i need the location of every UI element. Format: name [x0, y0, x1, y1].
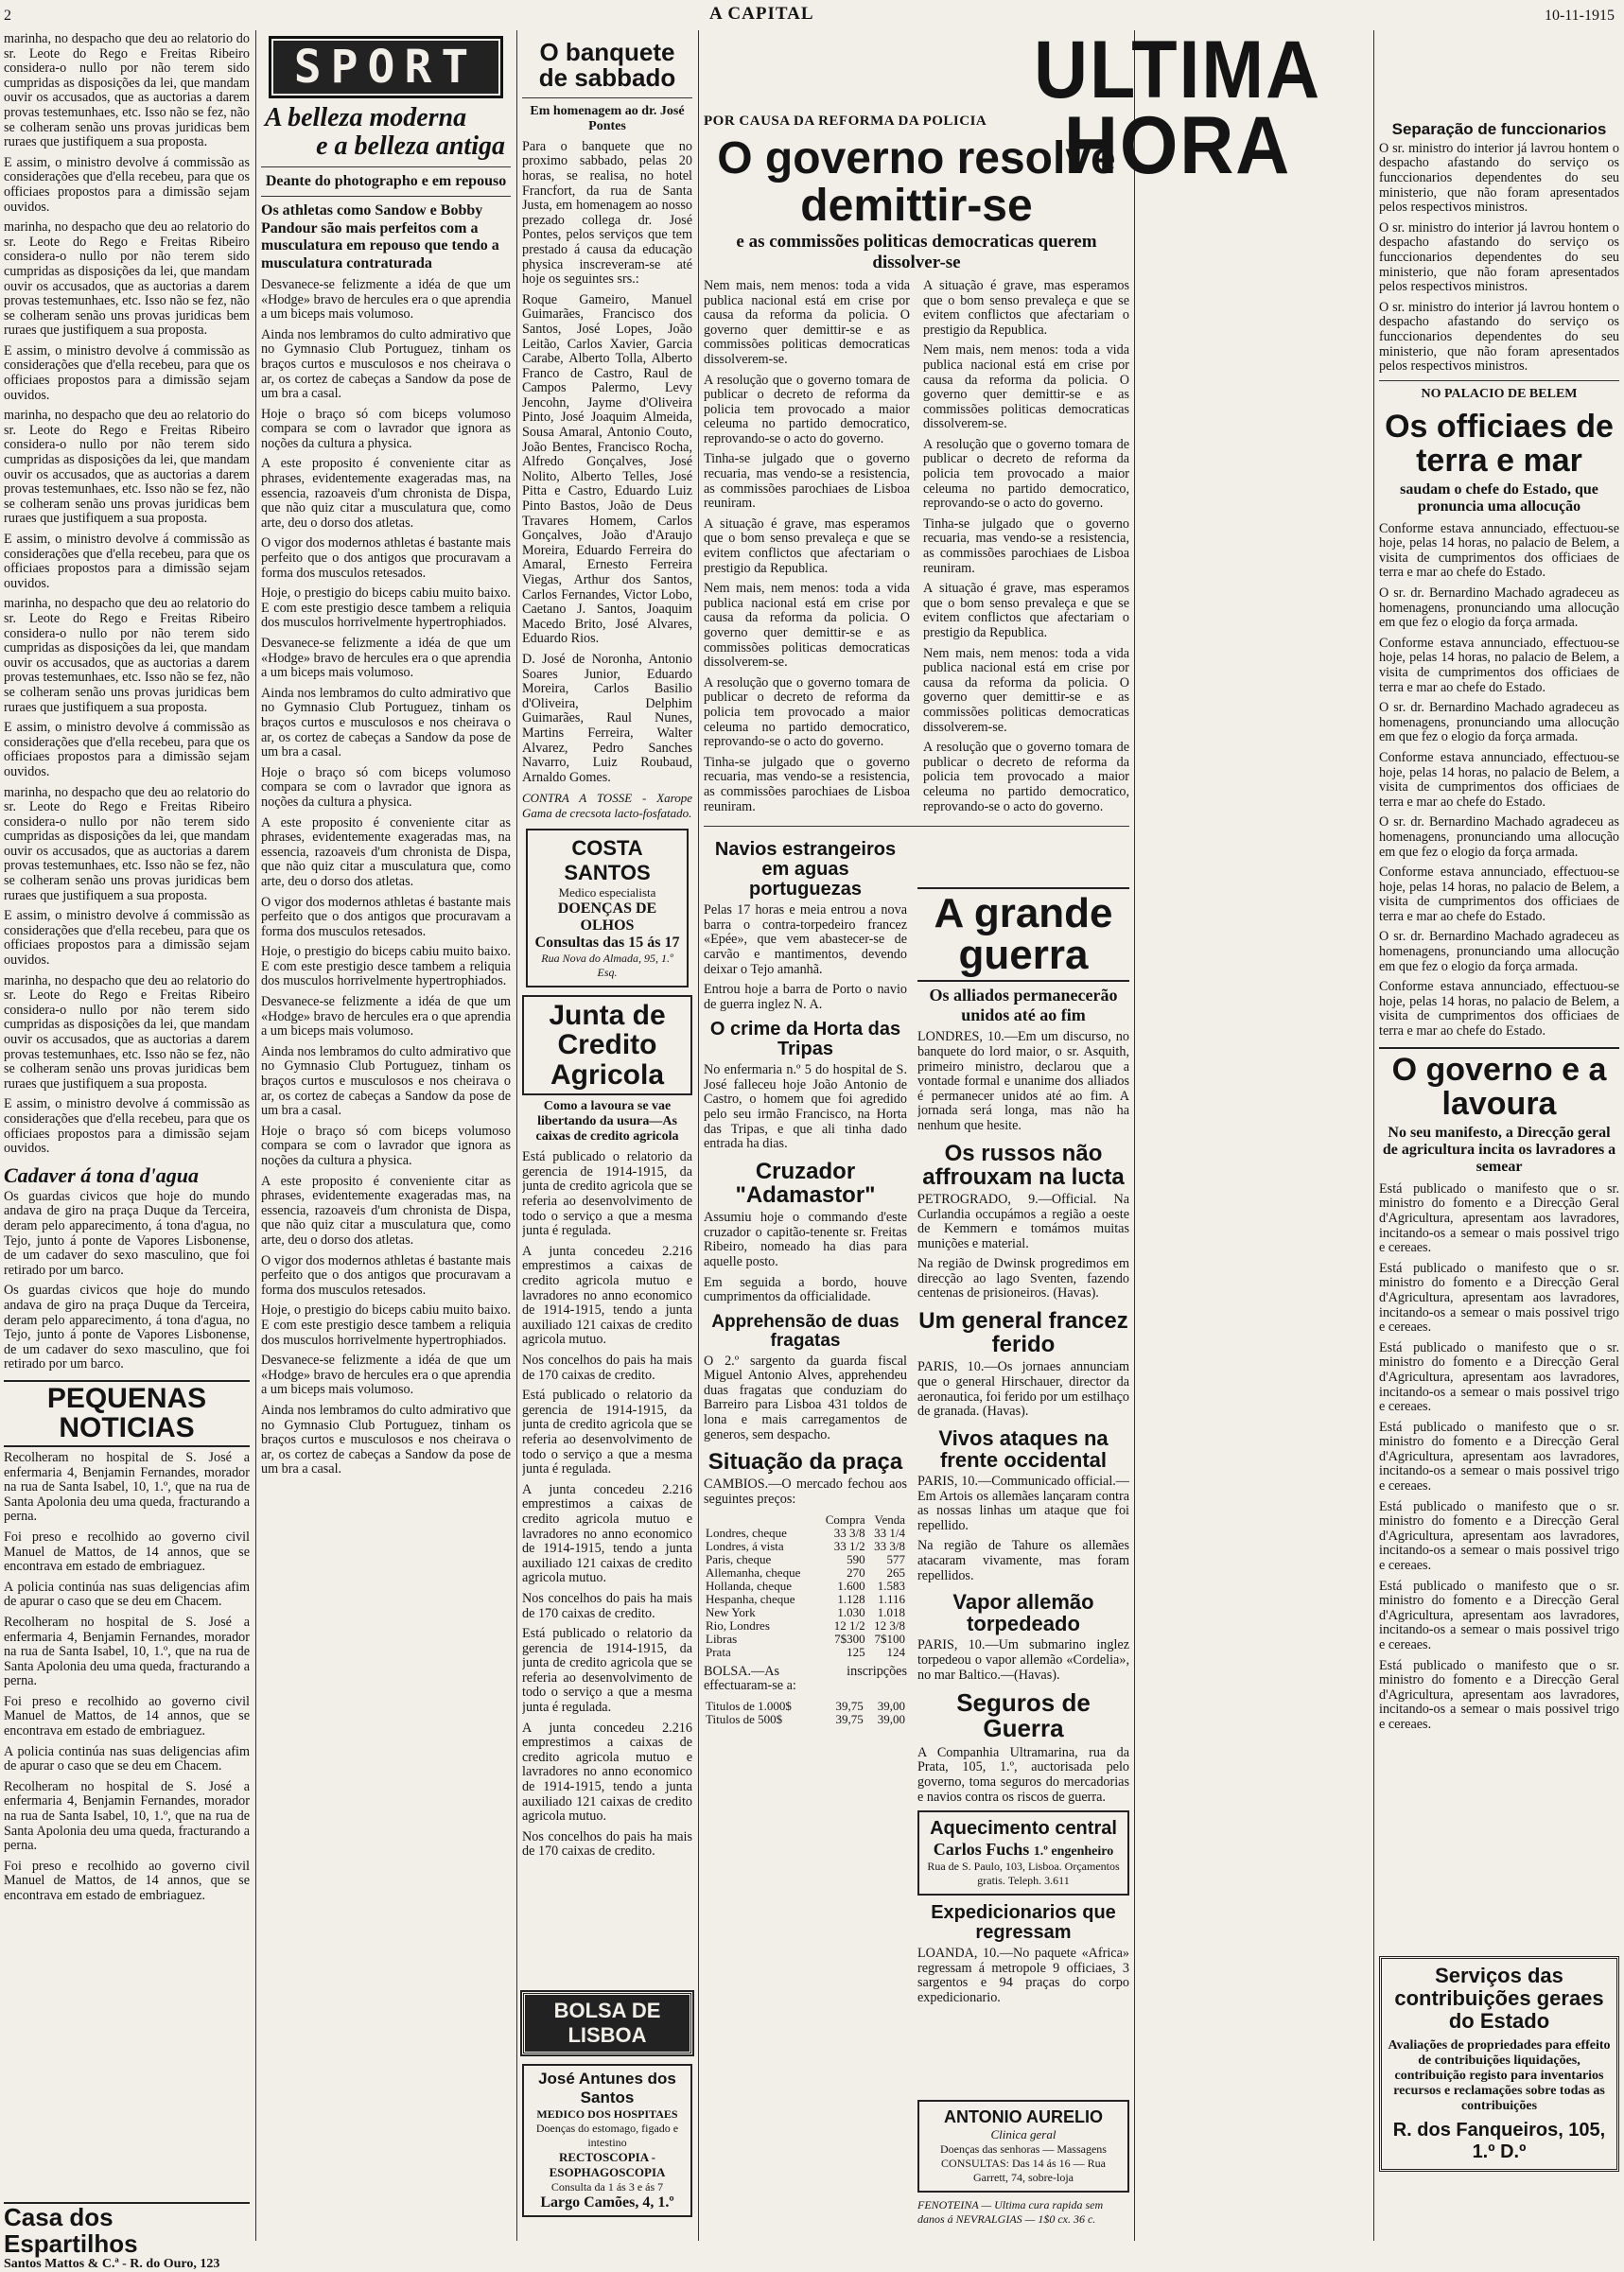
aurelio-name: ANTONIO AURELIO [943, 2107, 1103, 2126]
article-paragraph: Desvanece-se felizmente a idéa de que um «Hodge» bravo de hercules era o que aprendia a um biceps mais volumoso. [261, 994, 511, 1040]
article-paragraph: Nos concelhos do pais ha mais de 170 caixas de credito. [522, 1590, 692, 1621]
aurelio-body: Doenças das senhoras — Massagens CONSULTAS: Das 14 ás 16 — Rua Garrett, 74, sobre-loja [940, 2142, 1107, 2184]
article-paragraph: E assim, o ministro devolve á commissão as considerações que d'ella recebeu, para que os officiaes propostos para a dimissão sejam ouvidos. [4, 720, 250, 779]
espartilhos-title: Casa dos Espartilhos [4, 2203, 138, 2258]
column-1 [4, 32, 250, 2243]
aquecimento-role: 1.º engenheiro [1033, 1844, 1114, 1860]
article-paragraph: marinha, no despacho que deu ao relatorio do sr. Leote do Rego e Freitas Ribeiro considera-o nullo por não terem sido cumpridas as disposições da lei, que mandam ouvir os accusados, que as auctorias a darem provas testemunhaes, etc. Isso não se fez, não se colheram senão uns provas juridicas bem ruraes que justifiquem a sua proposta. [4, 408, 250, 527]
issue-date: 10-11-1915 [1544, 8, 1615, 24]
headline-belleza-1: A belleza moderna [265, 103, 467, 132]
article-paragraph: Foi preso e recolhido ao governo civil Manuel de Mattos, de 14 annos, que se encontrava em estado de embriaguez. [4, 1529, 250, 1575]
article-paragraph: Nos concelhos do pais ha mais de 170 caixas de credito. [522, 1353, 692, 1383]
article-paragraph: Conforme estava annunciado, effectuou-se hoje, pelas 14 horas, no palacio de Belem, a visita de cumprimentos dos officiaes de terra e mar ao chefe do Estado. [1379, 749, 1619, 810]
aurelio-sub: Clinica geral [990, 2127, 1056, 2141]
column-2 [261, 32, 511, 2243]
antunes-text: Doenças do estomago, figado e intestino [535, 2122, 679, 2149]
servicos-address: R. dos Fanqueiros, 105, 1.º D.º [1392, 2120, 1606, 2162]
section-belem: NO PALACIO DE BELEM [1421, 386, 1578, 401]
article-paragraph: Tinha-se julgado que o governo recuaria, mas vendo-se a resistencia, as commissões parochiaes de Lisboa reuniram. [704, 754, 910, 814]
article-paragraph: Está publicado o relatorio da gerencia de 1914-1915, da junta de credito agricola que se referia ao desenvolvimento de todo o serviço a que a mesma junta é regulada. [522, 1626, 692, 1716]
article-paragraph: No enfermaria n.º 5 do hospital de S. José falleceu hoje João Antonio de Castro, o homem que foi agredido pelo seu irmão Francisco, na Horta das Tripas, e que ali tinha dado entrada ha dias. [704, 1062, 907, 1152]
governo-article [704, 279, 1129, 820]
article-paragraph: Hoje o braço só com biceps volumoso compara se com o lavrador que ignora as noções da cultura a physica. [261, 406, 511, 451]
article-paragraph: Ainda nos lembramos do culto admirativo que no Gymnasio Club Portuguez, tinham os braços curtos e musculosos e nos cheirava o ar, os cortez de cabeças a Sandow da pose de um bra a casal. [261, 685, 511, 760]
col5-bottom-ads [917, 2100, 1129, 2227]
headline-separacao: Separação de funccionarios [1391, 120, 1607, 138]
article-paragraph: A situação é grave, mas esperamos que o bom senso prevaleça e que se evitem conflictos que afectariam o prestigio da Republica. [923, 277, 1129, 338]
subheadline-junta: Como a lavoura se vae libertando da usura—As caixas de credito agricola [535, 1099, 679, 1145]
ultima-hora-banner: ULTIMA HORA [1033, 25, 1322, 191]
article-paragraph: marinha, no despacho que deu ao relatorio do sr. Leote do Rego e Freitas Ribeiro considera-o nullo por não terem sido cumpridas as disposições da lei, que mandam ouvir os accusados, que as auctorias a darem provas testemunhaes, etc. Isso não se fez, não se colheram senão uns provas juridicas bem ruraes que justifiquem a sua proposta. [4, 784, 250, 903]
article-paragraph: A situação é grave, mas esperamos que o bom senso prevaleça e que se evitem conflictos que afectariam o prestigio da Republica. [704, 516, 910, 576]
table-row: Hespanha, cheque 1.128 1.116 [706, 1591, 905, 1606]
article-paragraph: PARIS, 10.—Os jornaes annunciam que o general Hirschauer, director da aeronautica, foi ferido por um estilhaço de granada. (Havas). [917, 1359, 1129, 1420]
article-paragraph: Conforme estava annunciado, effectuou-se hoje, pelas 14 horas, no palacio de Belem, a visita de cumprimentos dos officiaes de terra e mar ao chefe do Estado. [1379, 635, 1619, 695]
article-paragraph: A resolução que o governo tomara de publicar o decreto de reforma da policia tem provocado a maior celeuma no partido democratico, reprovando-se o acto do governo. [704, 372, 910, 446]
article-paragraph: Conforme estava annunciado, effectuou-se hoje, pelas 14 horas, no palacio de Belem, a visita de cumprimentos dos officiaes de terra e mar ao chefe do Estado. [1379, 520, 1619, 581]
tosse-ad: CONTRA A TOSSE - Xarope Gama de crecsota lacto-fosfatado. [522, 791, 692, 820]
article-paragraph: Está publicado o manifesto que o sr. ministro do fomento e a Direcção Geral d'Agricultura, apresentam aos lavradores, incitando-os a semear o mais possivel trigo e cereaes. [1379, 1657, 1619, 1732]
article-paragraph: Foi preso e recolhido ao governo civil Manuel de Mattos, de 14 annos, que se encontrava em estado de embriaguez. [4, 1693, 250, 1739]
article-paragraph: PARIS, 10.—Communicado official.—Em Artois os allemães lançaram contra as nossas linhas um ataque que foi repellido. [917, 1474, 1129, 1533]
table-header-cell [704, 1513, 817, 1527]
headline-general-ferido: Um general francez ferido [918, 1308, 1128, 1358]
article-paragraph: Desvanece-se felizmente a idéa de que um «Hodge» bravo de hercules era o que aprendia a um biceps mais volumoso. [261, 636, 511, 681]
article-paragraph: E assim, o ministro devolve á commissão as considerações que d'ella recebeu, para que os officiaes propostos para a dimissão sejam ouvidos. [4, 532, 250, 591]
article-paragraph: A resolução que o governo tomara de publicar o decreto de reforma da policia tem provocado a maior celeuma no partido democratico, reprovando-se o acto do governo. [923, 436, 1129, 512]
article-paragraph: Para o banquete que no proximo sabbado, pelas 20 horas, se realisa, no hotel Francfort, da rua de Santa Justa, em homenagem ao nosso prezado collega dr. José Pontes, pelos serviços que tem prestado á causa da educação physica inscreveram-se até hoje os seguintes srs.: [522, 138, 692, 288]
article-paragraph: Em seguida a bordo, houve cumprimentos da officialidade. [704, 1274, 907, 1305]
article-paragraph: O 2.º sargento da guarda fiscal Miguel Antonio Alves, apprehendeu duas fragatas que conduziam do Barreiro para Lisboa 431 toldos de lona e mais carregamentos de generos, sem despacho. [704, 1353, 907, 1442]
cambios-table [704, 1513, 907, 1659]
col3-bottom-ads [522, 1992, 692, 2217]
article-paragraph: Conforme estava annunciado, effectuou-se hoje, pelas 14 horas, no palacio de Belem, a visita de cumprimentos dos officiaes de terra e mar ao chefe do Estado. [1379, 979, 1619, 1040]
headline-navios: Navios estrangeiros em aguas portuguezas [714, 839, 897, 900]
article-paragraph: Tinha-se julgado que o governo recuaria, mas vendo-se a resistencia, as commissões parochiaes de Lisboa reuniram. [923, 516, 1129, 576]
article-paragraph: Está publicado o manifesto que o sr. ministro do fomento e a Direcção Geral d'Agricultura, apresentam aos lavradores, incitando-os a semear o mais possivel trigo e cereaes. [1379, 1578, 1619, 1653]
headline-pequenas-noticias: PEQUENAS NOTICIAS [4, 1380, 250, 1447]
article-paragraph: Nos concelhos do pais ha mais de 170 caixas de credito. [522, 1828, 692, 1860]
headline-vapor: Vapor allemão torpedeado [952, 1590, 1094, 1636]
servicos-ad [1379, 1956, 1619, 2172]
article-paragraph: O sr. ministro do interior já lavrou hontem o despacho afastando do serviço os funccionarios dependentes do seu ministerio, que não foram apresentados pelos respectivos ministros. [1379, 299, 1619, 375]
article-paragraph: Na região de Dwinsk progredimos em direcção ao lago Sventen, fazendo centenas de prisioneiros. (Havas). [917, 1256, 1129, 1302]
costa-santos-hours: Consultas das 15 ás 17 [534, 934, 680, 951]
subheadline-officiaes: saudam o chefe do Estado, que pronuncia uma allocução [1400, 481, 1598, 516]
aquecimento-name [925, 1840, 1122, 1860]
article-paragraph: Hoje, o prestigio do biceps cabiu muito baixo. E com este prestigio desce tambem a reliquia dos musculos horrivelmente hypertrophiados. [261, 585, 511, 631]
article-paragraph: O vigor dos modernos athletas é bastante mais perfeito que o dos antigos que procuravam a forma dos musculos retesados. [261, 535, 511, 581]
table-row: Libras 7$300 7$100 [706, 1631, 905, 1646]
article-paragraph: A junta concedeu 2.216 emprestimos a caixas de credito agricola mutuo e lavradores no anno economico de 1914-1915, tendo a junta auxiliado 121 caixas de credito agricola mutuo. [522, 1481, 692, 1586]
article-paragraph: Recolheram no hospital de S. José a enfermaria 4, Benjamin Fernandes, morador na rua de Santa Isabel, 10, 1.º, que na rua de Santa Apolonia deu uma queda, fracturando a perna. [4, 1778, 250, 1854]
subheadline-banquete: Em homenagem ao dr. José Pontes [530, 103, 685, 133]
espartilhos-ad [4, 2202, 250, 2272]
column-5 [917, 880, 1129, 2243]
column-3 [522, 32, 692, 2243]
table-row: Titulos de 500$ 39,75 39,00 [706, 1711, 905, 1726]
table-row: New York 1.030 1.018 [706, 1604, 905, 1619]
article-paragraph: PETROGRADO, 9.—Official. Na Curlandia occupámos a região a oeste de Kemmern e tomámos muitas munições e material. [917, 1191, 1129, 1251]
article-paragraph: Nem mais, nem menos: toda a vida publica nacional está em crise por causa da reforma da policia. O governo quer demittir-se e as commissões politicas democraticas dissolverem-se. [923, 342, 1129, 432]
article-paragraph: Tinha-se julgado que o governo recuaria, mas vendo-se a resistencia, as commissões parochiaes de Lisboa reuniram. [704, 451, 910, 512]
article-paragraph: O sr. ministro do interior já lavrou hontem o despacho afastando do serviço os funccionarios dependentes do seu ministerio, que não foram apresentados pelos respectivos ministros. [1379, 219, 1619, 295]
article-paragraph: A policia continúa nas suas deligencias afim de apurar o caso que se deu em Chacem. [4, 1743, 250, 1774]
costa-santos-ad [526, 829, 689, 987]
headline-crime: O crime da Horta das Tripas [709, 1019, 901, 1060]
article-paragraph: Hoje, o prestigio do biceps cabiu muito baixo. E com este prestigio desce tambem a reliquia dos musculos horrivelmente hypertrophiados. [261, 944, 511, 989]
article-paragraph: Nem mais, nem menos: toda a vida publica nacional está em crise por causa da reforma da policia. O governo quer demittir-se e as commissões politicas democraticas dissolverem-se. [704, 277, 910, 367]
article-paragraph: A este proposito é conveniente citar as phrases, evidentemente exageradas mas, na essencia, razoaveis d'um chronista de Dispa, que não quiz citar a musculatura que, como arte, deu o dorso dos atletas. [261, 814, 511, 889]
article-paragraph: LONDRES, 10.—Em um discurso, no banquete do lord maior, o sr. Asquith, primeiro ministro, declarou que a vontade formal e unanime dos alliados é permanecer unidos até ao fim. A jornada será longa, mas não ha nenhum que hesite. [917, 1029, 1129, 1133]
article-paragraph: marinha, no despacho que deu ao relatorio do sr. Leote do Rego e Freitas Ribeiro considera-o nullo por não terem sido cumpridas as disposições da lei, que mandam ouvir os accusados, que as auctorias a darem provas testemunhaes, etc. Isso não se fez, não se colheram senão uns provas juridicas bem ruraes que justifiquem a sua proposta. [4, 596, 250, 715]
newspaper-title: A CAPITAL [709, 4, 814, 24]
article-paragraph: Na região de Tahure os allemães atacaram vivamente, mas foram repellidos. [917, 1538, 1129, 1583]
costa-santos-name: COSTA SANTOS [564, 835, 651, 884]
servicos-title: Serviços das contribuições geraes do Estado [1394, 1964, 1604, 2033]
fenoteina-ad: FENOTEINA — Ultima cura rapida sem danos á NEVRALGIAS — 1$0 cx. 36 c. [917, 2198, 1104, 2226]
article-paragraph: Ainda nos lembramos do culto admirativo que no Gymnasio Club Portuguez, tinham os braços curtos e musculosos e nos cheirava o ar, os cortez de cabeças a Sandow da pose de um bra a casal. [261, 326, 511, 402]
article-paragraph: Conforme estava annunciado, effectuou-se hoje, pelas 14 horas, no palacio de Belem, a visita de cumprimentos dos officiaes de terra e mar ao chefe do Estado. [1379, 865, 1619, 924]
article-paragraph: Recolheram no hospital de S. José a enfermaria 4, Benjamin Fernandes, morador na rua de Santa Isabel, 10, 1.º, que na rua de Santa Apolonia deu uma queda, fracturando a perna. [4, 1614, 250, 1689]
servicos-body: Avaliações de propriedades para effeito de contribuições liquidações, contribuição registo para inventarios recursos e reclamações sobre todas as contribuições [1388, 2038, 1611, 2113]
article-paragraph: Entrou hoje a barra de Porto o navio de guerra inglez N. A. [704, 982, 907, 1012]
antunes-hours: Consulta da 1 ás 3 e ás 7 [550, 2180, 664, 2193]
article-paragraph: A este proposito é conveniente citar as phrases, evidentemente exageradas mas, na essencia, razoaveis d'um chronista de Dispa, que não quiz citar a musculatura que, como arte, deu o dorso dos atletas. [261, 456, 511, 531]
article-paragraph: Roque Gameiro, Manuel Guimarães, Francisco dos Santos, José Lopes, João Leitão, Carlos Xavier, Garcia Carabe, Alberto Tolla, Alberto Franco de Castro, Raul de Campos Palermo, Levy Jencohn, Jayme d'Oliveira Pinto, José Joaquim Almeida, Sousa Amaral, Antonio Couto, João Bentes, Francisco Rocha, Alfredo Gonçalves, José Nolito, Alberto Telles, José Pitta e Castro, Eduardo Luiz Pinto Bastos, João de Deus Travares Homem, Carlos Gonçalves, João d'Araujo Moreira, Eduardo Ferreira do Amaral, Ernesto Ferreira Viegas, Arthur dos Santos, Carlos Fernandes, Victor Lobo, Caetano J. Santos, Joaquim Macedo Brito, José Alvares, Eduardo Rios. [522, 291, 692, 647]
article-paragraph: O sr. dr. Bernardino Machado agradeceu as homenagens, pronunciando uma allocução em que fez o elogio da força armada. [1379, 585, 1619, 631]
article-paragraph: A policia continúa nas suas deligencias afim de apurar o caso que se deu em Chacem. [4, 1579, 250, 1610]
antunes-name: José Antunes dos Santos [538, 2070, 676, 2106]
headline-seguros: Seguros de Guerra [956, 1688, 1091, 1743]
article-paragraph: O sr. dr. Bernardino Machado agradeceu as homenagens, pronunciando uma allocução em que fez o elogio da força armada. [1379, 700, 1619, 745]
table-row: Titulos de 1.000$ 39,75 39,00 [706, 1698, 905, 1713]
aquecimento-ad [917, 1810, 1129, 1896]
table-header-cell: Venda [874, 1512, 905, 1527]
headline-officiaes: Os officiaes de terra e mar [1385, 408, 1614, 479]
page-number: 2 [4, 8, 11, 24]
article-paragraph: A junta concedeu 2.216 emprestimos a caixas de credito agricola mutuo e lavradores no anno economico de 1914-1915, tendo a junta auxiliado 121 caixas de credito agricola mutuo. [522, 1720, 692, 1825]
article-paragraph: Desvanece-se felizmente a idéa de que um «Hodge» bravo de hercules era o que aprendia a um biceps mais volumoso. [261, 1353, 511, 1398]
table-row: Hollanda, cheque 1.600 1.583 [706, 1578, 905, 1593]
cambios-intro: CAMBIOS.—O mercado fechou aos seguintes preços: [704, 1477, 907, 1507]
article-paragraph: A resolução que o governo tomara de publicar o decreto de reforma da policia tem provocado a maior celeuma no partido democratico, reprovando-se o acto do governo. [923, 740, 1129, 814]
article-paragraph: Os guardas civicos que hoje do mundo andava de giro na praça Duque da Terceira, deram pelo apparecimento, á tona d'agua, no Tejo, junto á ponte de Vapores Lisbonense, de um cadaver do sexo masculino, que foi retirado por um barco. [4, 1188, 250, 1278]
article-paragraph: Está publicado o relatorio da gerencia de 1914-1915, da junta de credito agricola que se referia ao desenvolvimento de todo o serviço a que a mesma junta é regulada. [522, 1149, 692, 1239]
article-paragraph: E assim, o ministro devolve á commissão as considerações que d'ella recebeu, para que os officiaes propostos para a dimissão sejam ouvidos. [4, 342, 250, 403]
headline-banquete: O banquete de sabbado [538, 38, 676, 93]
article-paragraph: Ainda nos lembramos do culto admirativo que no Gymnasio Club Portuguez, tinham os braços curtos e musculosos e nos cheirava o ar, os cortez de cabeças a Sandow da pose de um bra a casal. [261, 1043, 511, 1119]
article-paragraph: Está publicado o manifesto que o sr. ministro do fomento e a Direcção Geral d'Agricultura, apresentam aos lavradores, incitando-os a semear o mais possivel trigo e cereaes. [1379, 1498, 1619, 1574]
headline-governo-demittir: O governo resolve demittir-se [717, 133, 1116, 232]
article-paragraph: A resolução que o governo tomara de publicar o decreto de reforma da policia tem provocado a maior celeuma no partido democratico, reprovando-se o acto do governo. [704, 674, 910, 750]
page-header [0, 0, 1624, 28]
headline-russos: Os russos não affrouxam na lucta [922, 1140, 1125, 1190]
article-paragraph: Nem mais, nem menos: toda a vida publica nacional está em crise por causa da reforma da policia. O governo quer demittir-se e as commissões politicas democraticas dissolverem-se. [923, 645, 1129, 735]
aquecimento-name-text: Carlos Fuchs [933, 1840, 1030, 1860]
headline-grande-guerra: A grande guerra [917, 887, 1129, 982]
article-paragraph: marinha, no despacho que deu ao relatorio do sr. Leote do Rego e Freitas Ribeiro considera-o nullo por não terem sido cumpridas as disposições da lei, que mandam ouvir os accusados, que as auctorias a darem provas testemunhaes, etc. Isso não se fez, não se colheram senão uns provas juridicas bem ruraes que justifiquem a sua proposta. [4, 972, 250, 1092]
article-paragraph: O sr. dr. Bernardino Machado agradeceu as homenagens, pronunciando uma allocução em que fez o elogio da força armada. [1379, 929, 1619, 974]
subheadline-athletas: Os athletas como Sandow e Bobby Pandour são mais perfeitos com a musculatura em repouso que tendo a musculatura contraturada [261, 202, 499, 271]
article-paragraph: PARIS, 10.—Um submarino inglez torpedeou o vapor allemão «Cordelia», no mar Baltico.—(Havas). [917, 1637, 1129, 1683]
titulos-table [704, 1700, 907, 1726]
table-row: Allemanha, cheque 270 265 [706, 1564, 905, 1580]
column-rule [698, 30, 699, 2241]
article-paragraph: A este proposito é conveniente citar as phrases, evidentemente exageradas mas, na essencia, razoaveis d'um chronista de Dispa, que não quiz citar a musculatura que, como arte, deu o dorso dos atletas. [261, 1173, 511, 1248]
article-paragraph: marinha, no despacho que deu ao relatorio do sr. Leote do Rego e Freitas Ribeiro considera-o nullo por não terem sido cumpridas as disposições da lei, que mandam ouvir os accusados, que as auctorias a darem provas testemunhaes, etc. Isso não se fez, não se colheram senão uns provas juridicas bem ruraes que justifiquem a sua proposta. [4, 32, 250, 150]
table-row: Rio, Londres 12 1/2 12 3/8 [706, 1617, 905, 1633]
headline-situacao: Situação da praça [707, 1449, 903, 1476]
headline-cruzador: Cruzador "Adamastor" [735, 1158, 876, 1209]
headline-vivos-ataques: Vivos ataques na frente occidental [938, 1425, 1109, 1472]
article-paragraph: Ainda nos lembramos do culto admirativo que no Gymnasio Club Portuguez, tinham os braços curtos e musculosos e nos cheirava o ar, os cortez de cabeças a Sandow da pose de um bra a casal. [261, 1402, 511, 1477]
bolsa-intro: BOLSA.—As inscripções effectuaram-se a: [704, 1663, 907, 1694]
table-row: Londres, cheque 33 3/8 33 1/4 [706, 1525, 905, 1540]
table-header-cell: Compra [825, 1512, 865, 1527]
subheadline-commissoes: e as commissões politicas democraticas querem dissolver-se [736, 232, 1097, 273]
table-header-row [704, 1513, 907, 1527]
sport-banner [269, 36, 503, 98]
article-paragraph: marinha, no despacho que deu ao relatorio do sr. Leote do Rego e Freitas Ribeiro considera-o nullo por não terem sido cumpridas as disposições da lei, que mandam ouvir os accusados, que as auctorias a darem provas testemunhaes, etc. Isso não se fez, não se colheram senão uns provas juridicas bem ruraes que justifiquem a sua proposta. [4, 219, 250, 339]
servicos-box [1379, 1956, 1619, 2172]
column-rule [1373, 30, 1374, 2241]
column-rule [1134, 30, 1135, 2241]
article-paragraph: O vigor dos modernos athletas é bastante mais perfeito que o dos antigos que procuravam a forma dos musculos retesados. [261, 1252, 511, 1298]
article-paragraph: Hoje o braço só com biceps volumoso compara se com o lavrador que ignora as noções da cultura a physica. [261, 1123, 511, 1169]
headline-governo-lavoura: O governo e a lavoura [1379, 1047, 1619, 1121]
costa-santos-addr: Rua Nova do Almada, 95, 1.º Esq. [541, 951, 673, 979]
article-paragraph: Assumiu hoje o commando d'este cruzador o capitão-tenente sr. Freitas Ribeiro, nomeado ha dias para aquelle posto. [704, 1210, 907, 1269]
article-paragraph: Está publicado o manifesto que o sr. ministro do fomento e a Direcção Geral d'Agricultura, apresentam aos lavradores, incitando-os a semear o mais possivel trigo e cereaes. [1379, 1419, 1619, 1494]
article-paragraph: A junta concedeu 2.216 emprestimos a caixas de credito agricola mutuo e lavradores no anno economico de 1914-1915, tendo a junta auxiliado 121 caixas de credito agricola mutuo. [522, 1243, 692, 1348]
table-row: Prata 125 124 [706, 1644, 905, 1659]
aurelio-ad [917, 2100, 1129, 2193]
table-row: Paris, cheque 590 577 [706, 1551, 905, 1566]
article-paragraph: Está publicado o manifesto que o sr. ministro do fomento e a Direcção Geral d'Agricultura, apresentam aos lavradores, incitando-os a semear o mais possivel trigo e cereaes. [1379, 1260, 1619, 1336]
costa-santos-desc: Medico especialista [558, 884, 656, 900]
antunes-tec: RECTOSCOPIA - ESOPHAGOSCOPIA [549, 2150, 666, 2179]
aquecimento-addr: Rua de S. Paulo, 103, Lisboa. Orçamentos gratis. Teleph. 3.611 [927, 1860, 1120, 1888]
article-paragraph: Hoje, o prestigio do biceps cabiu muito baixo. E com este prestigio desce tambem a reliquia dos musculos horrivelmente hypertrophiados. [261, 1302, 511, 1348]
article-paragraph: E assim, o ministro devolve á commissão as considerações que d'ella recebeu, para que os officiaes propostos para a dimissão sejam ouvidos. [4, 908, 250, 969]
headline-belleza-2: e a belleza antiga [316, 131, 505, 161]
article-paragraph: O vigor dos modernos athletas é bastante mais perfeito que o dos antigos que procuravam a forma dos musculos retesados. [261, 894, 511, 939]
headline-cadaver: Cadaver á tona d'agua [4, 1162, 199, 1187]
article-paragraph: E assim, o ministro devolve á commissão as considerações que d'ella recebeu, para que os officiaes propostos para a dimissão sejam ouvidos. [4, 1096, 250, 1157]
article-paragraph: O sr. ministro do interior já lavrou hontem o despacho afastando do serviço os funccionarios dependentes do seu ministerio, que não foram apresentados pelos respectivos ministros. [1379, 140, 1619, 216]
subheadline-photographo: Deante do photographo e em repouso [265, 173, 507, 189]
article-paragraph: Está publicado o manifesto que o sr. ministro do fomento e a Direcção Geral d'Agricultura, apresentam aos lavradores, incitando-os a semear o mais possivel trigo e cereaes. [1379, 1180, 1619, 1256]
article-paragraph: Recolheram no hospital de S. José a enfermaria 4, Benjamin Fernandes, morador na rua de Santa Isabel, 10, 1.º, que na rua de Santa Apolonia deu uma queda, fracturando a perna. [4, 1449, 250, 1525]
article-paragraph: Foi preso e recolhido ao governo civil Manuel de Mattos, de 14 annos, que se encontrava em estado de embriaguez. [4, 1858, 250, 1903]
table-row: Londres, á vista 33 1/2 33 3/8 [706, 1538, 905, 1553]
article-paragraph: Desvanece-se felizmente a idéa de que um «Hodge» bravo de hercules era o que aprendia a um biceps mais volumoso. [261, 276, 511, 323]
subheadline-alliados: Os alliados permanecerão unidos até ao fim [929, 986, 1118, 1024]
article-paragraph: Hoje o braço só com biceps volumoso compara se com o lavrador que ignora as noções da cultura a physica. [261, 764, 511, 810]
antunes-sub: MEDICO DOS HOSPITAES [536, 2107, 678, 2121]
headline-expedicionarios: Expedicionarios que regressam [931, 1902, 1116, 1944]
sport-title: SPORT [273, 41, 498, 94]
headline-junta: Junta de Credito Agricola [522, 995, 692, 1096]
article-paragraph: A Companhia Ultramarina, rua da Prata, 105, 1.º, auctorisada pelo governo, toma seguros do mercadorias e navios contra os riscos de guerra. [917, 1744, 1129, 1805]
bolsa-lisboa-box: BOLSA DE LISBOA [522, 1992, 692, 2054]
espartilhos-address: Santos Mattos & C.ª - R. do Ouro, 123 [4, 2257, 220, 2271]
headline-fragatas: Apprehensão de duas fragatas [711, 1311, 899, 1351]
column-rule [516, 30, 517, 2241]
article-paragraph: Pelas 17 horas e meia entrou a nova barra o contra-torpedeiro francez «Epée», que vem abastecer-se de carvão e mantimentos, devendo deixar o Tejo amanhã. [704, 902, 907, 977]
aquecimento-title: Aquecimento central [930, 1818, 1117, 1840]
section-policia: POR CAUSA DA REFORMA DA POLICIA [704, 114, 987, 129]
article-paragraph: Nem mais, nem menos: toda a vida publica nacional está em crise por causa da reforma da policia. O governo quer demittir-se e as commissões politicas democraticas dissolverem-se. [704, 581, 910, 671]
article-paragraph: D. José de Noronha, Antonio Soares Junior, Eduardo Moreira, Carlos Basilio d'Oliveira, Delphim Guimarães, Raul Nunes, Martins Ferreira, Walter Alvarez, Pedro Sanches Navarro, Luiz Roubaud, Arnaldo Gomes. [522, 651, 692, 785]
antunes-ad [522, 2064, 692, 2217]
column-6 [1379, 32, 1619, 2243]
article-paragraph: E assim, o ministro devolve á commissão as considerações que d'ella recebeu, para que os officiaes propostos para a dimissão sejam ouvidos. [4, 154, 250, 215]
article-paragraph: Os guardas civicos que hoje do mundo andava de giro na praça Duque da Terceira, deram pelo apparecimento, á tona d'agua, no Tejo, junto á ponte de Vapores Lisbonense, de um cadaver do sexo masculino, que foi retirado por um barco. [4, 1283, 250, 1372]
article-paragraph: Está publicado o relatorio da gerencia de 1914-1915, da junta de credito agricola que se referia ao desenvolvimento de todo o serviço a que a mesma junta é regulada. [522, 1388, 692, 1477]
col4-left-stack [704, 832, 907, 1726]
subheadline-lavoura: No seu manifesto, a Direcção geral de agricultura incita os lavradores a semear [1382, 1124, 1616, 1176]
costa-santos-spec: DOENÇAS DE OLHOS [557, 900, 657, 934]
article-paragraph: A situação é grave, mas esperamos que o bom senso prevaleça e que se evitem conflictos que afectariam o prestigio da Republica. [923, 581, 1129, 640]
column-rule [255, 30, 256, 2241]
article-paragraph: LOANDA, 10.—No paquete «Africa» regressam á metropole 9 officiaes, 3 sargentos e 94 praças do corpo expedicionario. [917, 1946, 1129, 2005]
article-paragraph: O sr. dr. Bernardino Machado agradeceu as homenagens, pronunciando uma allocução em que fez o elogio da força armada. [1379, 814, 1619, 860]
antunes-addr: Largo Camões, 4, 1.º [540, 2194, 674, 2211]
article-paragraph: Está publicado o manifesto que o sr. ministro do fomento e a Direcção Geral d'Agricultura, apresentam aos lavradores, incitando-os a semear o mais possivel trigo e cereaes. [1379, 1339, 1619, 1415]
